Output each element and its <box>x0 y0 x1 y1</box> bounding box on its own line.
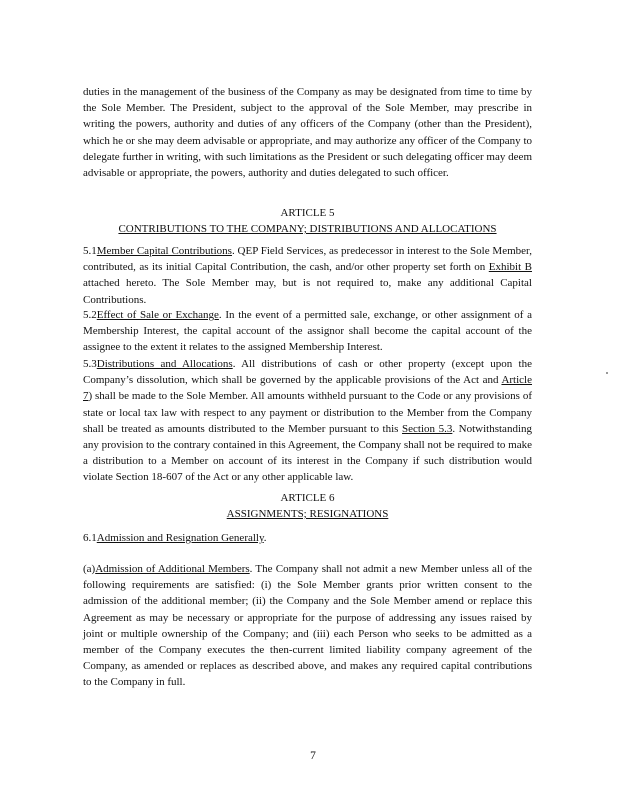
page-number: 7 <box>310 750 316 762</box>
section-5-1-text-b: attached hereto. The Sole Member may, but is not required to, make any additional Capital Contributions. <box>83 277 532 306</box>
article-7-reference: Article 7 <box>83 374 532 403</box>
section-5-2 <box>83 307 532 356</box>
article-5-heading <box>83 205 532 237</box>
section-5-2-number: 5.2 <box>83 309 97 321</box>
article-6-heading <box>83 490 532 522</box>
intro-paragraph <box>83 84 532 181</box>
section-5-1-text-a: . QEP Field Services, as predecessor in interest to the Sole Member, contributed, as its initial Capital Contribution, the cash, and/or other property set forth on <box>83 245 533 274</box>
section-6-1-a-title: Admission of Additional Members <box>95 563 250 575</box>
article-6-number: ARTICLE 6 <box>280 492 335 504</box>
exhibit-b-reference: Exhibit B <box>488 261 532 274</box>
section-6-1-a-number: (a) <box>83 563 96 575</box>
section-5-3-reference: Section 5.3 <box>402 422 453 435</box>
section-5-2-text: . In the event of a permitted sale, exchange, or other assignment of a Membership Interest, the capital account of the assignor shall become the capital account of the assignee to the extent it relates to the assigned Membership Interest. <box>83 309 532 354</box>
section-6-1 <box>83 530 532 546</box>
section-5-3-title: Distributions and Allocations <box>96 358 233 370</box>
article-5-number: ARTICLE 5 <box>280 207 335 219</box>
section-5-3-text-b: ) shall be made to the Sole Member. All amounts withheld pursuant to the Code or any provisions of state or local tax law with respect to any payment or distribution to the Member from the Company shall be treated as amounts distributed to the Member pursuant to this <box>83 390 532 435</box>
article-5-title: CONTRIBUTIONS TO THE COMPANY; DISTRIBUTIONS AND ALLOCATIONS <box>118 223 497 235</box>
section-5-3 <box>83 356 532 486</box>
section-5-1-title: Member Capital Contributions <box>96 245 232 257</box>
margin-speck <box>606 372 608 374</box>
section-5-2-title: Effect of Sale or Exchange <box>96 309 219 321</box>
section-5-1 <box>83 243 532 308</box>
intro-text: duties in the management of the business of the Company as may be designated from time to time by the Sole Member. The President, subject to the approval of the Sole Member, may prescribe in writing the powers, authority and duties of any officers of the Company (other than the President), which he or she may deem advisable or appropriate, and may authorize any officer of the Company to delegate further in writing, with such limitations as the President or such delegating officer may deem advisable or appropriate, the powers, authority and duties delegated to such officer. <box>83 86 532 180</box>
section-6-1-a <box>83 561 532 691</box>
section-5-3-number: 5.3 <box>83 358 97 370</box>
section-5-3-text-a: . All distributions of cash or other property (except upon the Company’s dissolution, which shall be governed by the applicable provisions of the Act and <box>83 358 532 387</box>
section-6-1-title: Admission and Resignation Generally <box>96 532 264 544</box>
section-6-1-number: 6.1 <box>83 532 97 544</box>
article-6-title: ASSIGNMENTS; RESIGNATIONS <box>226 508 389 520</box>
section-6-1-period: . <box>263 532 267 544</box>
section-5-1-number: 5.1 <box>83 245 97 257</box>
section-6-1-a-text: . The Company shall not admit a new Member unless all of the following requirements are satisfied: (i) the Sole Member grants prior written consent to the admission of the additional member; (ii) the Company and the Sole Member amend or replace this Agreement as may be necessary or appropriate for the purpose of addressing any issues raised by joint or multiple ownership of the Company; and (iii) each Person who seeks to be admitted as a member of the Company executes the then-current limited liability company agreement of the Company, as amended or replaces as described above, and makes any required capital contributions to the Company in full. <box>83 563 533 689</box>
section-5-3-text-c: . Notwithstanding any provision to the contrary contained in this Agreement, the Company shall not be required to make a distribution to a Member on account of its interest in the Company if such distribution would violate Section 18-607 of the Act or any other applicable law. <box>83 422 532 484</box>
